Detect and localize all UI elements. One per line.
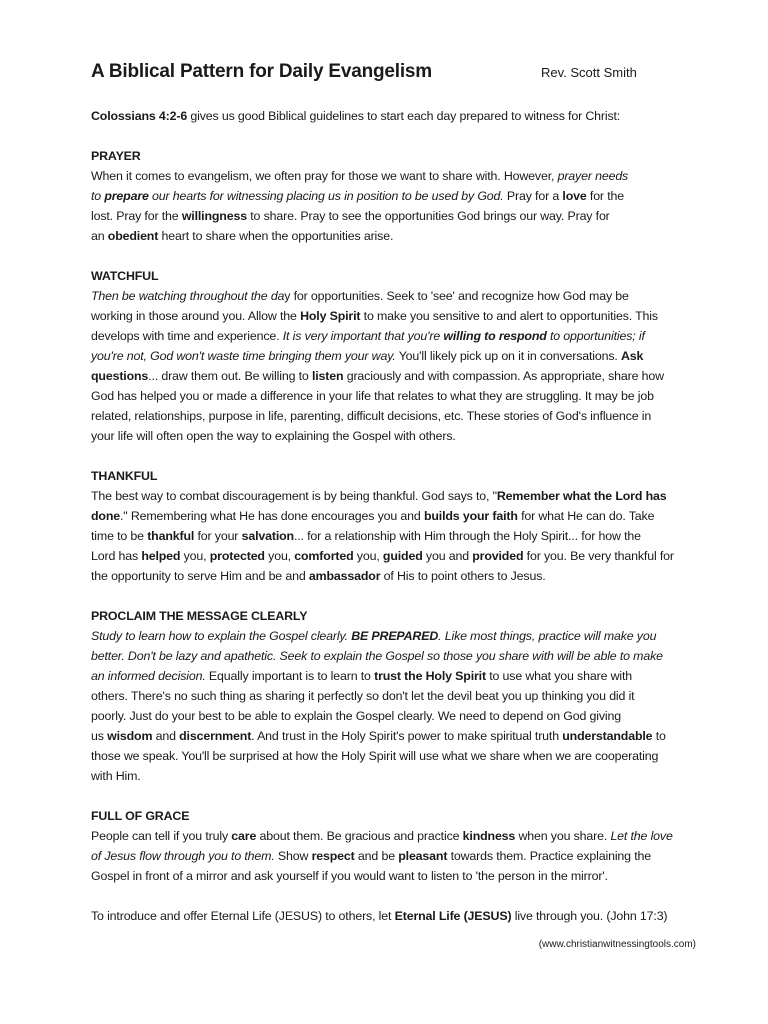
text-run: live through you. (John 17:3) xyxy=(511,909,668,923)
document-author: Rev. Scott Smith xyxy=(541,65,637,80)
text-line xyxy=(91,846,691,866)
emphasis-text: prayer needs xyxy=(557,169,629,183)
emphasis-text: ambassador xyxy=(308,569,381,583)
text-run: develops with time and experience. xyxy=(91,329,283,343)
text-line xyxy=(91,566,691,586)
paragraph-gap xyxy=(91,246,691,266)
text-run: for what He can do. Take xyxy=(517,509,655,523)
emphasis-text: pleasant xyxy=(398,849,448,863)
text-run: heart to share when the opportunities arise. xyxy=(158,229,394,243)
section-heading: WATCHFUL xyxy=(91,269,159,283)
emphasis-text: to xyxy=(91,189,105,203)
text-run: of His to point others to Jesus. xyxy=(380,569,546,583)
text-line xyxy=(91,486,691,506)
text-line xyxy=(91,186,691,206)
emphasis-text: an informed decision. xyxy=(91,669,206,683)
text-run: . And trust in the Holy Spirit's power to make spiritual truth xyxy=(251,729,563,743)
emphasis-text: wisdom xyxy=(107,729,153,743)
emphasis-text: done xyxy=(91,509,120,523)
text-run: You'll likely pick up on it in conversations. xyxy=(395,349,621,363)
emphasis-text: BE PREPARED xyxy=(351,629,439,643)
emphasis-text: listen xyxy=(311,369,344,383)
text-run: Gospel in front of a mirror and ask yourself if you would want to listen to 'the person in the mirror'. xyxy=(91,869,608,883)
text-run: ... for a relationship with Him through the Holy Spirit... for how the xyxy=(293,529,641,543)
text-run: ." Remembering what He has done encourages you and xyxy=(120,509,424,523)
text-line xyxy=(91,546,691,566)
emphasis-text: protected xyxy=(209,549,265,563)
text-line xyxy=(91,406,691,426)
text-line xyxy=(91,746,691,766)
text-run: about them. Be gracious and practice xyxy=(256,829,463,843)
text-line xyxy=(91,766,691,786)
emphasis-text: respect xyxy=(311,849,355,863)
text-run: for your xyxy=(194,529,242,543)
text-line xyxy=(91,306,691,326)
text-run: you, xyxy=(180,549,210,563)
text-line xyxy=(91,166,691,186)
emphasis-text: obedient xyxy=(107,229,159,243)
emphasis-text: willingness xyxy=(181,209,247,223)
text-run: to share. Pray to see the opportunities God brings our way. Pray for xyxy=(246,209,610,223)
paragraph-gap xyxy=(91,446,691,466)
emphasis-text: thankful xyxy=(147,529,195,543)
text-line xyxy=(91,666,691,686)
text-run: to use what you share with xyxy=(485,669,633,683)
text-line xyxy=(91,366,691,386)
emphasis-text: Eternal Life (JESUS) xyxy=(394,909,512,923)
emphasis-text: guided xyxy=(382,549,423,563)
text-line xyxy=(91,526,691,546)
emphasis-text: kindness xyxy=(462,829,516,843)
text-line xyxy=(91,286,691,306)
text-run: graciously and with compassion. As appropriate, share how xyxy=(343,369,664,383)
emphasis-text: Ask xyxy=(621,349,644,363)
emphasis-text: better. Don't be lazy and apathetic. Seek to explain the Gospel so those you share with will be able to make xyxy=(91,649,663,663)
text-run: when you share. xyxy=(515,829,611,843)
text-line xyxy=(91,646,691,666)
text-run: for the xyxy=(586,189,624,203)
paragraph-gap xyxy=(91,886,691,906)
text-run: others. There's no such thing as sharing it perfectly so don't let the devil beat you up thinking you did it xyxy=(91,689,635,703)
text-run: ... draw them out. Be willing to xyxy=(148,369,312,383)
text-line xyxy=(91,106,691,126)
text-line xyxy=(91,506,691,526)
emphasis-text: provided xyxy=(472,549,524,563)
text-run: Pray for a xyxy=(503,189,563,203)
text-run: you, xyxy=(264,549,295,563)
text-line xyxy=(91,226,691,246)
text-run: working in those around you. Allow the xyxy=(91,309,301,323)
text-line xyxy=(91,706,691,726)
text-line xyxy=(91,906,691,926)
emphasis-text: our hearts for witnessing placing us in position to be used by God. xyxy=(148,189,504,203)
emphasis-text: love xyxy=(562,189,587,203)
text-run: the opportunity to serve Him and be and xyxy=(91,569,309,583)
text-line xyxy=(91,326,691,346)
text-run: to make you sensitive to and alert to opportunities. This xyxy=(360,309,658,323)
text-run: poorly. Just do your best to be able to explain the Gospel clearly. We need to depend on God giving xyxy=(91,709,621,723)
text-run: those we speak. You'll be surprised at how the Holy Spirit will use what we share when we are cooperating xyxy=(91,749,659,763)
emphasis-text: Remember what the Lord has xyxy=(496,489,667,503)
text-line xyxy=(91,346,691,366)
emphasis-text: Let the love xyxy=(610,829,673,843)
text-run: and be xyxy=(354,849,399,863)
text-run: us xyxy=(91,729,108,743)
document-title: A Biblical Pattern for Daily Evangelism xyxy=(91,61,432,82)
text-run: you, xyxy=(353,549,383,563)
emphasis-text: care xyxy=(231,829,257,843)
emphasis-text: comforted xyxy=(294,549,354,563)
emphasis-text: of Jesus flow through you to them. xyxy=(91,849,275,863)
emphasis-text: prepare xyxy=(104,189,149,203)
text-run: with Him. xyxy=(91,769,141,783)
emphasis-text: to opportunities; if xyxy=(546,329,645,343)
text-line xyxy=(91,386,691,406)
text-run: Equally important is to learn to xyxy=(205,669,375,683)
text-run: lost. Pray for the xyxy=(91,209,182,223)
text-line xyxy=(91,206,691,226)
emphasis-text: salvation xyxy=(241,529,294,543)
emphasis-text: . Like most things, practice will make you xyxy=(438,629,657,643)
emphasis-text: Study to learn how to explain the Gospel clearly. xyxy=(91,629,352,643)
text-run: and xyxy=(152,729,180,743)
paragraph-gap xyxy=(91,126,691,146)
emphasis-text: builds your faith xyxy=(423,509,518,523)
document-body xyxy=(91,106,691,926)
text-run: Show xyxy=(274,849,312,863)
text-line xyxy=(91,826,691,846)
text-run: an xyxy=(91,229,108,243)
emphasis-text: It is very important that you're xyxy=(282,329,444,343)
section-heading: THANKFUL xyxy=(91,469,158,483)
emphasis-text: you're not, God won't waste time bringing them your way. xyxy=(91,349,396,363)
section-heading: PRAYER xyxy=(91,149,141,163)
text-run: related, relationships, purpose in life, parenting, difficult decisions, etc. These stories of God's influence in xyxy=(91,409,652,423)
emphasis-text: discernment xyxy=(179,729,252,743)
text-run: To introduce and offer Eternal Life (JESUS) to others, let xyxy=(91,909,395,923)
text-run: The best way to combat discouragement is by being thankful. God says to, " xyxy=(91,489,497,503)
text-run: your life will often open the way to explaining the Gospel with others. xyxy=(91,429,456,443)
emphasis-text: willing to respond xyxy=(443,329,547,343)
paragraph-gap xyxy=(91,786,691,806)
text-run: towards them. Practice explaining the xyxy=(447,849,651,863)
section-heading: PROCLAIM THE MESSAGE CLEARLY xyxy=(91,609,308,623)
text-line xyxy=(91,686,691,706)
emphasis-text: Colossians 4:2-6 xyxy=(91,109,188,123)
emphasis-text: trust the Holy Spirit xyxy=(374,669,486,683)
emphasis-text: Then be watching throughout the da xyxy=(91,289,285,303)
text-line xyxy=(91,726,691,746)
text-run: God has helped you or made a difference in your life that relates to what they are struggling. It may be job xyxy=(91,389,654,403)
text-run: y for opportunities. Seek to 'see' and recognize how God may be xyxy=(284,289,629,303)
text-line xyxy=(91,866,691,886)
emphasis-text: questions xyxy=(91,369,149,383)
text-run: time to be xyxy=(91,529,148,543)
text-run: for you. Be very thankful for xyxy=(523,549,674,563)
text-run: When it comes to evangelism, we often pray for those we want to share with. However, xyxy=(91,169,558,183)
section-heading: FULL OF GRACE xyxy=(91,809,190,823)
text-run: People can tell if you truly xyxy=(91,829,232,843)
emphasis-text: Holy Spirit xyxy=(300,309,361,323)
text-line xyxy=(91,426,691,446)
text-run: Lord has xyxy=(91,549,142,563)
text-line xyxy=(91,626,691,646)
text-run: to xyxy=(652,729,666,743)
emphasis-text: helped xyxy=(141,549,181,563)
footer-url: (www.christianwitnessingtools.com) xyxy=(538,939,696,950)
paragraph-gap xyxy=(91,586,691,606)
text-run: gives us good Biblical guidelines to start each day prepared to witness for Christ: xyxy=(187,109,621,123)
text-run: you and xyxy=(422,549,473,563)
emphasis-text: understandable xyxy=(562,729,653,743)
